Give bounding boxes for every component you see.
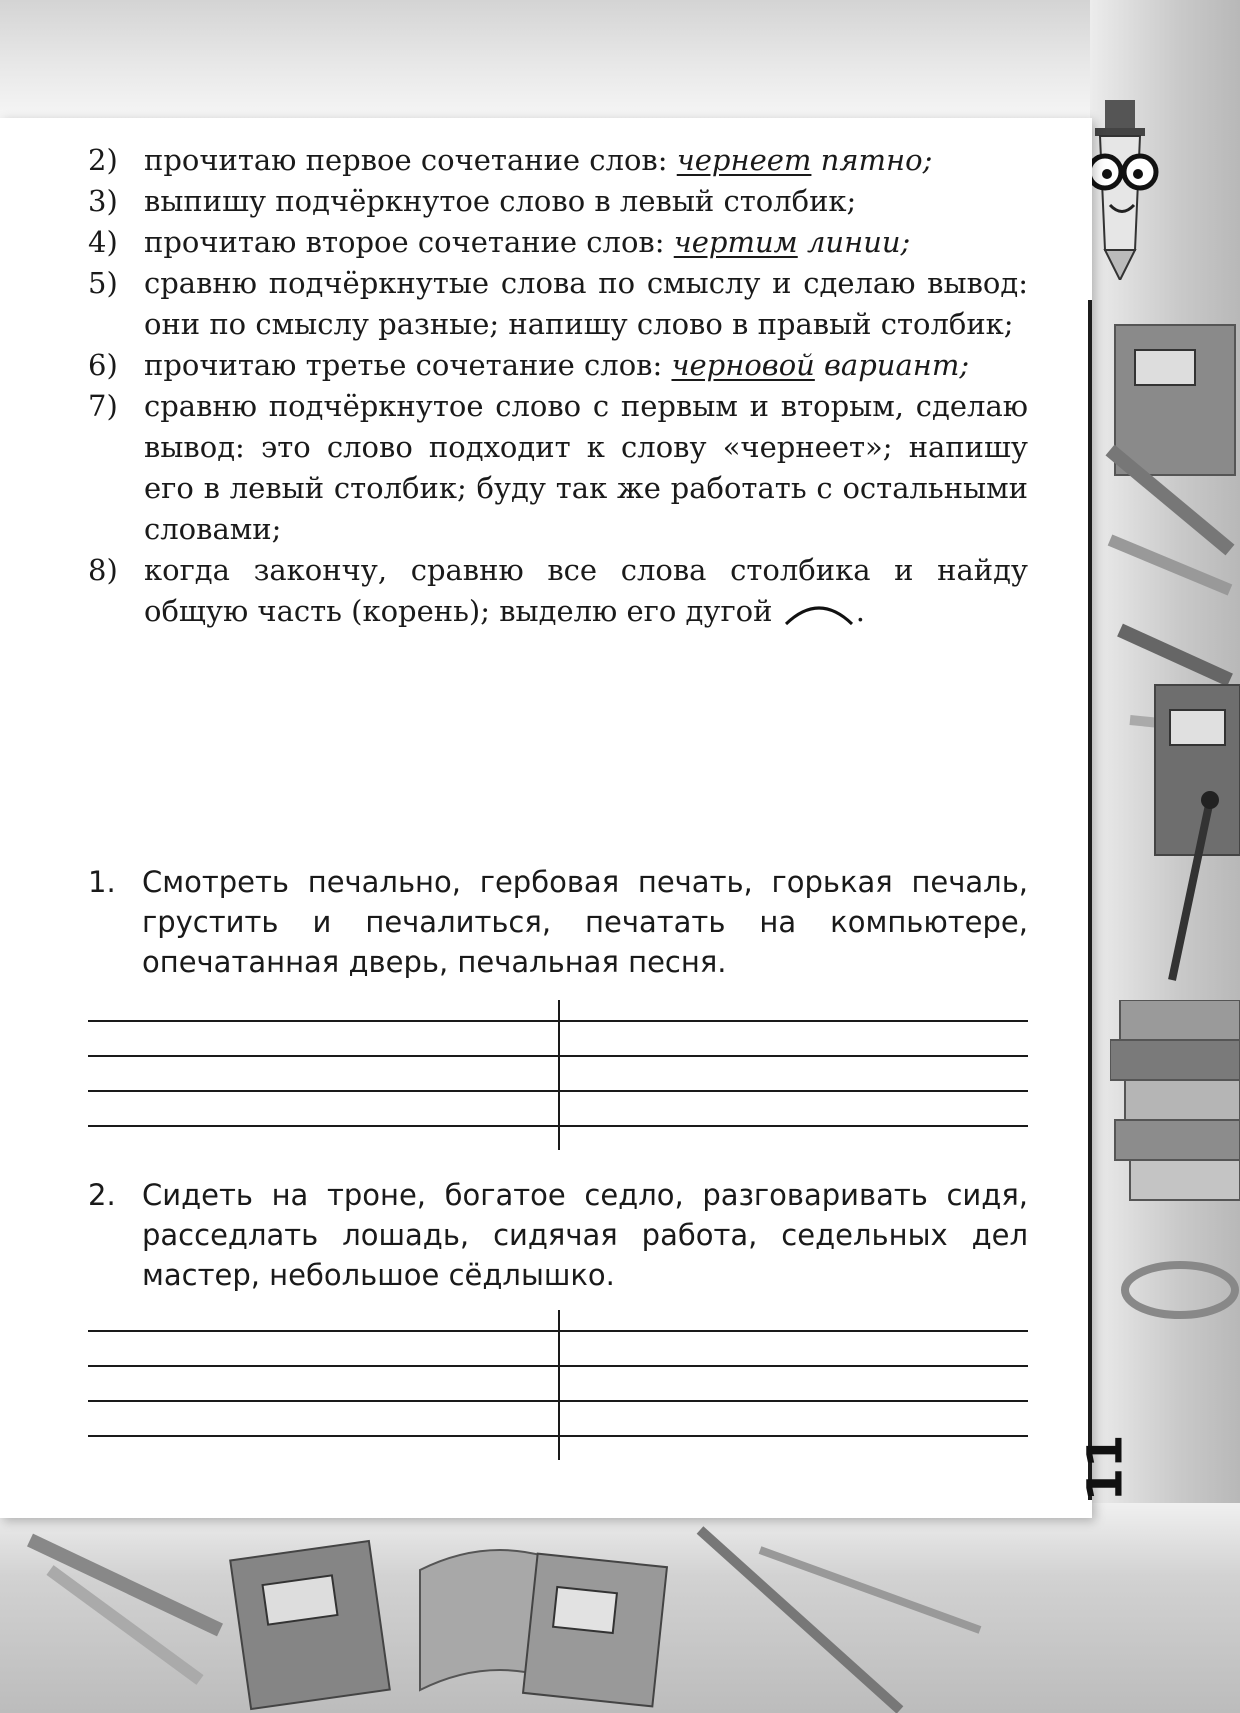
task-number: 2. xyxy=(88,1178,116,1212)
task-2 xyxy=(88,1175,1028,1295)
step-number: 3) xyxy=(88,184,118,218)
step-number: 8) xyxy=(88,553,118,587)
task-number: 1. xyxy=(88,865,116,899)
step-item xyxy=(88,140,1028,181)
task-text: Сидеть на троне, богатое седло, разговаривать сидя, расседлать лошадь, сидячая работа, седельных дел мастер, небольшое сёдлышко. xyxy=(142,1178,1028,1292)
step-number: 2) xyxy=(88,143,118,177)
step-text: сравню подчёркнутые слова по смыслу и сделаю вывод: они по смыслу разные; напишу слово в правый столбик; xyxy=(144,266,1028,341)
step-number: 5) xyxy=(88,266,118,300)
step-text: прочитаю первое сочетание слов: чернеет пятно; xyxy=(144,143,933,177)
step-text: прочитаю третье сочетание слов: черновой вариант; xyxy=(144,348,970,382)
underlined-word: чернеет xyxy=(676,143,812,177)
step-text: выпишу подчёркнутое слово в левый столбик; xyxy=(144,184,857,218)
step-item xyxy=(88,550,1028,632)
background-top xyxy=(0,0,1240,120)
step-text: сравню подчёркнутое слово с первым и вторым, сделаю вывод: это слово подходит к слову «чернеет»; напишу его в левый столбик; буду так же работать с остальными словами; xyxy=(144,389,1028,546)
step-item xyxy=(88,345,1028,386)
step-item xyxy=(88,263,1028,345)
step-item xyxy=(88,386,1028,550)
answer-lines-2[interactable] xyxy=(88,1310,1028,1460)
task-text: Смотреть печально, гербовая печать, горькая печаль, грустить и печалиться, печатать на компьютере, опечатанная дверь, печальная песня. xyxy=(142,865,1028,979)
underlined-word: чертим xyxy=(673,225,798,259)
step-text: когда закончу, сравню все слова столбика и найду общую часть (корень); выделю его дугой . xyxy=(144,553,1028,628)
background-bottom xyxy=(0,1503,1240,1713)
column-divider xyxy=(558,1310,560,1460)
page-number: 11 xyxy=(1077,1434,1134,1502)
answer-lines-1[interactable] xyxy=(88,1000,1028,1150)
step-item xyxy=(88,222,1028,263)
column-divider xyxy=(558,1000,560,1150)
algorithm-steps xyxy=(88,140,1028,632)
underlined-word: черновой xyxy=(671,348,815,382)
page-edge-line xyxy=(1088,300,1092,1500)
step-number: 7) xyxy=(88,389,118,423)
step-item xyxy=(88,181,1028,222)
step-number: 4) xyxy=(88,225,118,259)
task-1 xyxy=(88,862,1028,982)
step-text: прочитаю второе сочетание слов: чертим линии; xyxy=(144,225,911,259)
step-number: 6) xyxy=(88,348,118,382)
root-arc-icon xyxy=(782,598,856,628)
